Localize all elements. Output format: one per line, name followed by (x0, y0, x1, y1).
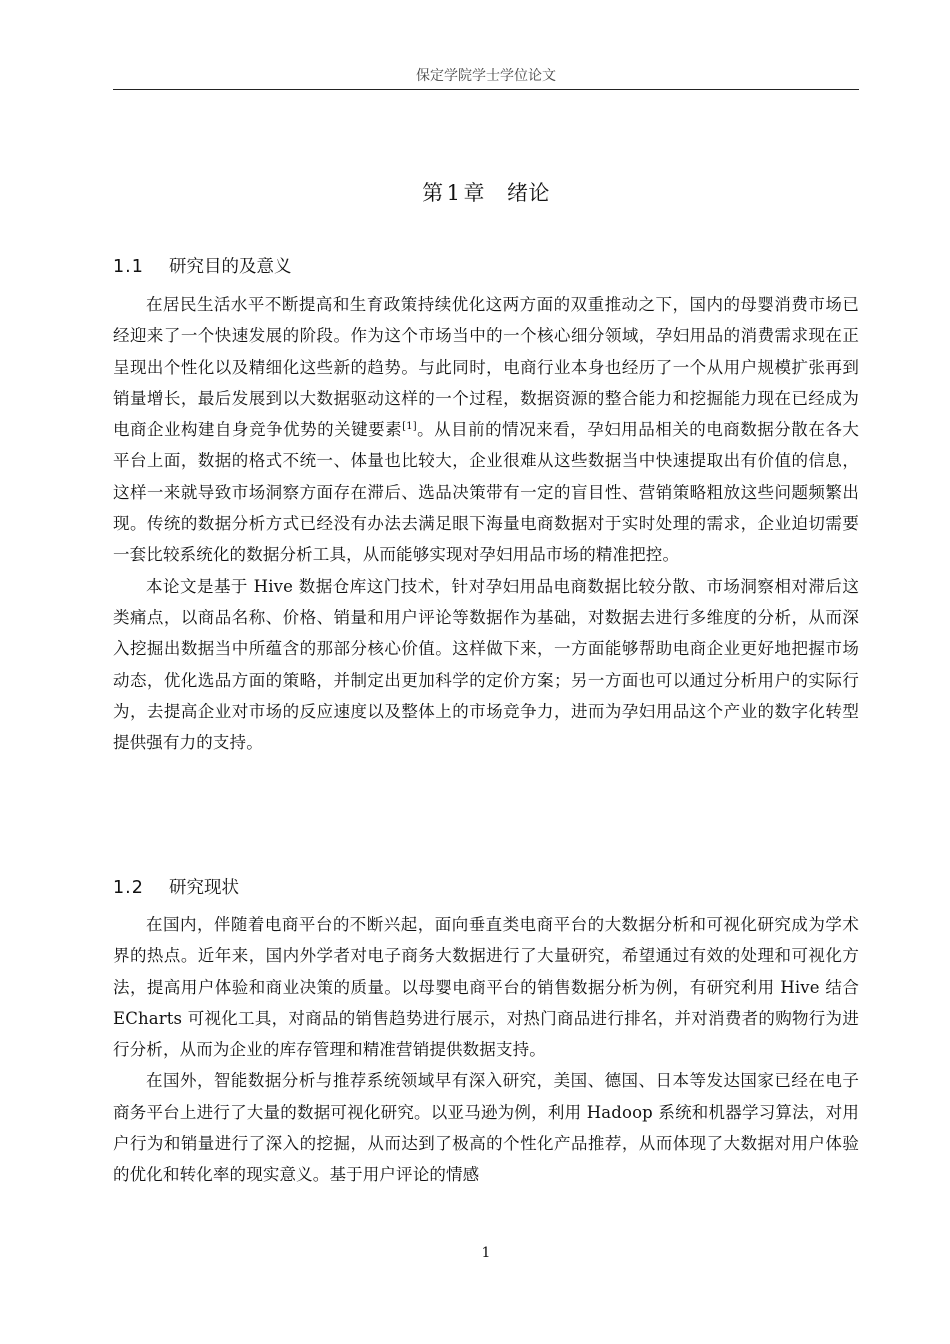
paragraph: 本论文是基于 Hive 数据仓库这门技术，针对孕妇用品电商数据比较分散、市场洞察相对滞后这类痛点，以商品名称、价格、销量和用户评论等数据作为基础，对数据去进行多维度的分析，从而深入挖掘出数据当中所蕴含的那部分核心价值。这样做下来，一方面能够帮助电商企业更好地把握市场动态，优化选品方面的策略，并制定出更加科学的定价方案；另一方面也可以通过分析用户的实际行为，去提高企业对市场的反应速度以及整体上的市场竞争力，进而为孕妇用品这个产业的数字化转型提供强有力的支持。 (113, 576, 859, 753)
chapter-number: 1 (446, 181, 461, 205)
section-title: 研究现状 (169, 878, 239, 898)
paragraph: 在国内，伴随着电商平台的不断兴起，面向垂直类电商平台的大数据分析和可视化研究成为学术界的热点。近年来，国内外学者对电子商务大数据进行了大量研究，希望通过有效的处理和可视化方法，提高用户体验和商业决策的质量。以母婴电商平台的销售数据分析为例，有研究利用 Hive 结合 ECharts 可视化工具，对商品的销售趋势进行展示，对热门商品进行排名，并对消费者的购物行为进行分析，从而为企业的库存管理和精准营销提供数据支持。 (113, 915, 859, 1060)
paragraph-text: 在居民生活水平不断提高和生育政策持续优化这两方面的双重推动之下，国内的母婴消费市场已经迎来了一个快速发展的阶段。作为这个市场当中的一个核心细分领域，孕妇用品的消费需求现在正呈现出个性化以及精细化这些新的趋势。与此同时，电商行业本身也经历了一个从用户规模扩张再到销量增长，最后发展到以大数据驱动这样的一个过程，数据资源的整合能力和挖掘能力现在已经成为电商企业构建自身竞争优势的关键要素 (113, 295, 859, 440)
running-header: 保定学院学士学位论文 (416, 68, 556, 84)
chapter-name: 绪论 (506, 181, 550, 205)
paragraph-text: 。从目前的情况来看，孕妇用品相关的电商数据分散在各大平台上面，数据的格式不统一、体量也比较大，企业很难从这些数据当中快速提取出有价值的信息，这样一来就导致市场洞察方面存在滞后、选品决策带有一定的盲目性、营销策略粗放这些问题频繁出现。传统的数据分析方式已经没有办法去满足眼下海量电商数据对于实时处理的需求，企业迫切需要一套比较系统化的数据分析工具，从而能够实现对孕妇用品市场的精准把控。 (113, 420, 859, 565)
section-title: 研究目的及意义 (169, 257, 292, 277)
section-heading-1-2 (113, 876, 239, 900)
chapter-number-prefix: 第 (422, 181, 444, 205)
page-number: 1 (481, 1245, 491, 1261)
section-1-2-body (113, 909, 859, 1191)
citation-ref: [1] (402, 421, 417, 433)
paragraph (113, 289, 859, 571)
section-number: 1.2 (113, 878, 144, 898)
paragraph: 在国外，智能数据分析与推荐系统领域早有深入研究，美国、德国、日本等发达国家已经在电子商务平台上进行了大量的数据可视化研究。以亚马逊为例，利用 Hadoop 系统和机器学习算法，对用户行为和销量进行了深入的挖掘，从而达到了极高的个性化产品推荐，从而体现了大数据对用户体验的优化和转化率的现实意义。基于用户评论的情感 (113, 1071, 859, 1185)
chapter-number-suffix: 章 (463, 181, 485, 205)
section-heading-1-1 (113, 255, 292, 279)
chapter-title (113, 177, 859, 209)
section-1-1-body (113, 289, 859, 758)
header-rule (113, 89, 859, 90)
section-number: 1.1 (113, 257, 144, 277)
